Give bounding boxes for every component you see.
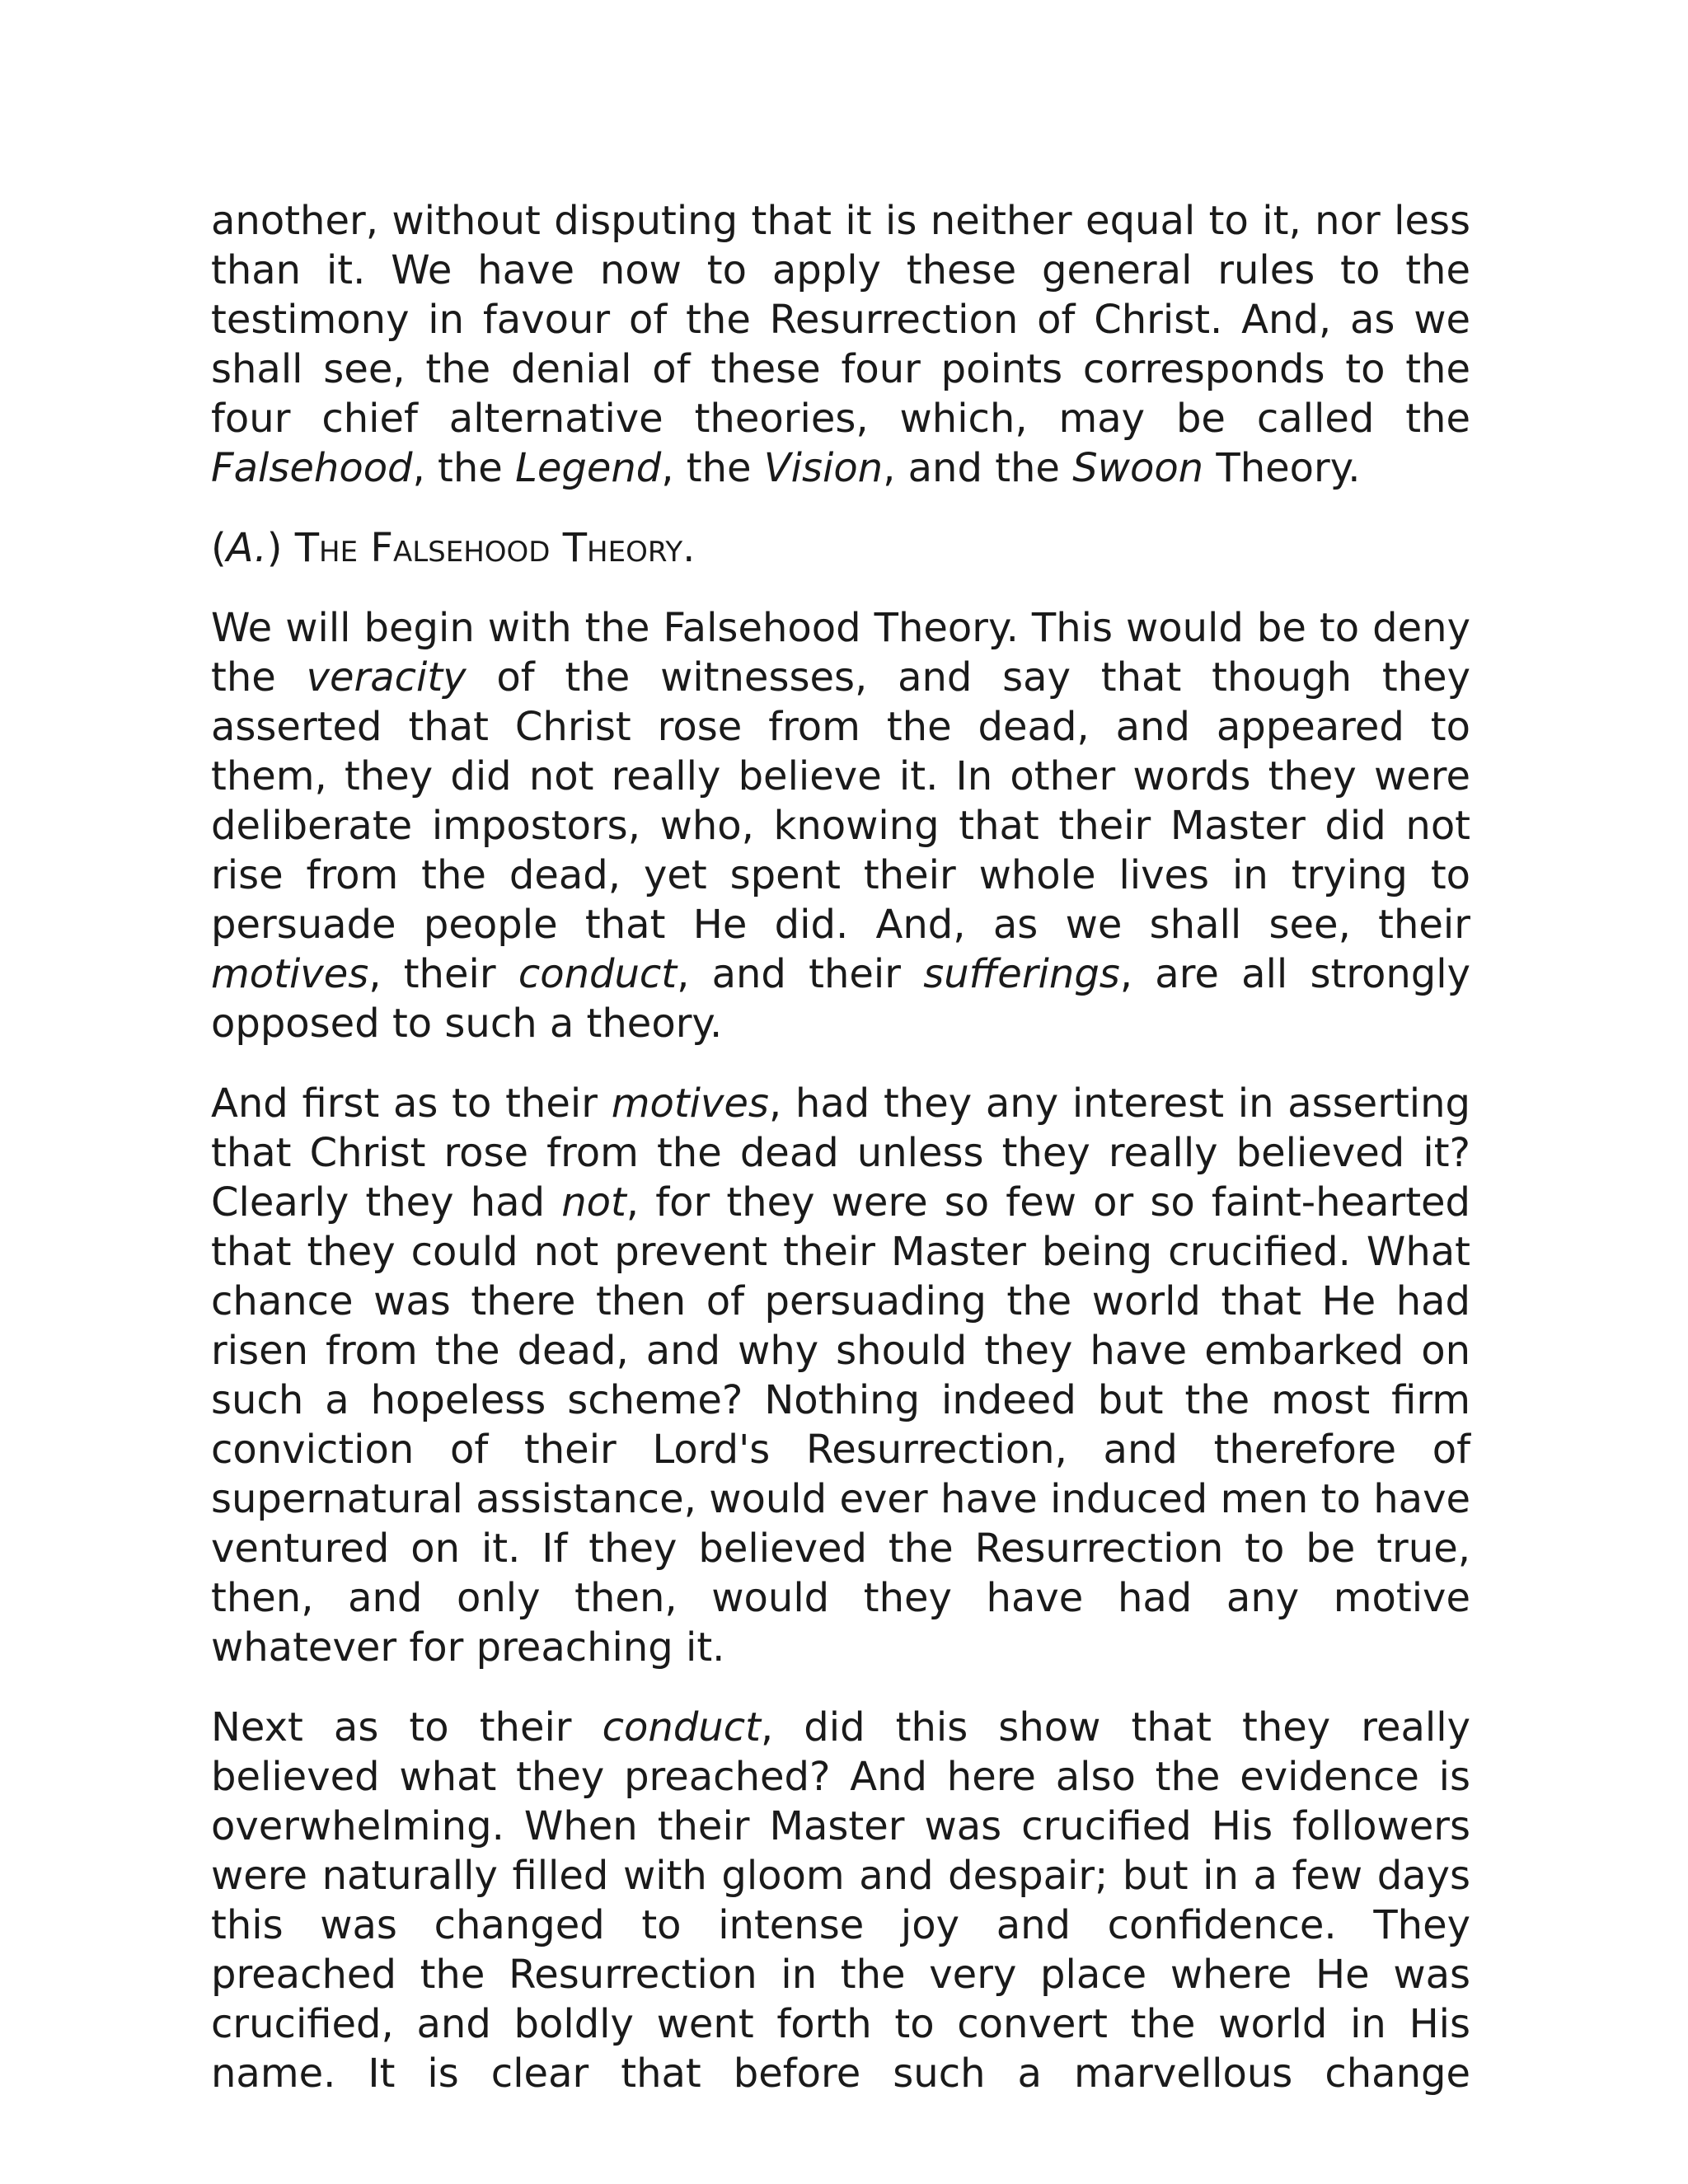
text-run: Next as to their: [211, 1704, 603, 1750]
italic-vision: Vision: [763, 445, 884, 491]
text-run: , for they were so few or so faint-hearted that they could not prevent their Master being crucified. What chance was there then of persuading the world that He had risen from the dead, and why should they have embarked on such a hopeless scheme? Nothing indeed but the most firm conviction of their Lord's Resurrection, and therefore of supernatural assistance, would ever have induced men to have ventured on it. If they believed the Resurrection to be true, then, and only then, would they have had any motive whatever for preaching it.: [211, 1179, 1471, 1671]
text-run: , and the: [883, 445, 1073, 491]
text-run: of the witnesses, and say that though they asserted that Christ rose from the dead, and appeared to them, they did not really believe it. In other words they were deliberate impostors, who, knowing that their Master did not rise from the dead, yet spent their whole lives in trying to persuade people that He did. And, as we shall see, their: [211, 654, 1470, 948]
text-run: another, without disputing that it is neither equal to it, nor less than it. We have now to apply these general rules to the testimony in favour of the Resurrection of Christ. And, as we shall see, the denial of these four points corresponds to the four chief alternative theories, which, may be called the: [211, 198, 1470, 442]
paragraph-theories: [211, 196, 1470, 493]
italic-not: not: [561, 1179, 626, 1226]
italic-sufferings: sufferings: [923, 951, 1120, 997]
text-run: , and their: [677, 951, 924, 997]
italic-motives: motives: [211, 951, 369, 997]
text-run: , the: [412, 445, 516, 491]
section-heading: [211, 523, 1470, 573]
paragraph-falsehood-theory: [211, 603, 1470, 1048]
italic-legend: Legend: [515, 445, 662, 491]
italic-conduct: conduct: [518, 951, 678, 997]
text-run: Theory.: [1203, 445, 1361, 491]
text-run: , their: [368, 951, 518, 997]
italic-veracity: veracity: [306, 654, 467, 701]
text-run: , had they any interest in asserting that Christ rose from the dead unless they really believed it? Clearly they had: [211, 1080, 1470, 1226]
heading-close-paren: ): [266, 525, 295, 571]
text-run: , the: [661, 445, 764, 491]
paragraph-motives: [211, 1079, 1470, 1672]
paragraph-conduct: [211, 1703, 1470, 2098]
document-page: [211, 196, 1470, 2098]
text-run: And first as to their: [211, 1080, 612, 1127]
text-run: , are all strongly opposed to such a theory.: [211, 951, 1470, 1047]
italic-motives: motives: [611, 1080, 769, 1127]
text-run: We will begin with the Falsehood Theory. This would be to deny the: [211, 605, 1470, 701]
heading-label: A.: [226, 525, 267, 571]
text-run: , did this show that they really believed what they preached? And here also the evidence is overwhelming. When their Master was crucified His followers were naturally filled with gloom and despair; but in a few days this was changed to intense joy and confidence. They preached the Resurrection in the very place where He was crucified, and boldly went forth to convert the world in His name. It is clear that before such a marvellous change: [211, 1704, 1470, 2097]
heading-period: .: [682, 525, 696, 571]
heading-title: The Falsehood Theory: [294, 525, 683, 571]
italic-falsehood: Falsehood: [211, 445, 413, 491]
italic-conduct: conduct: [602, 1704, 761, 1750]
heading-open-paren: (: [211, 525, 227, 571]
italic-swoon: Swoon: [1072, 445, 1204, 491]
